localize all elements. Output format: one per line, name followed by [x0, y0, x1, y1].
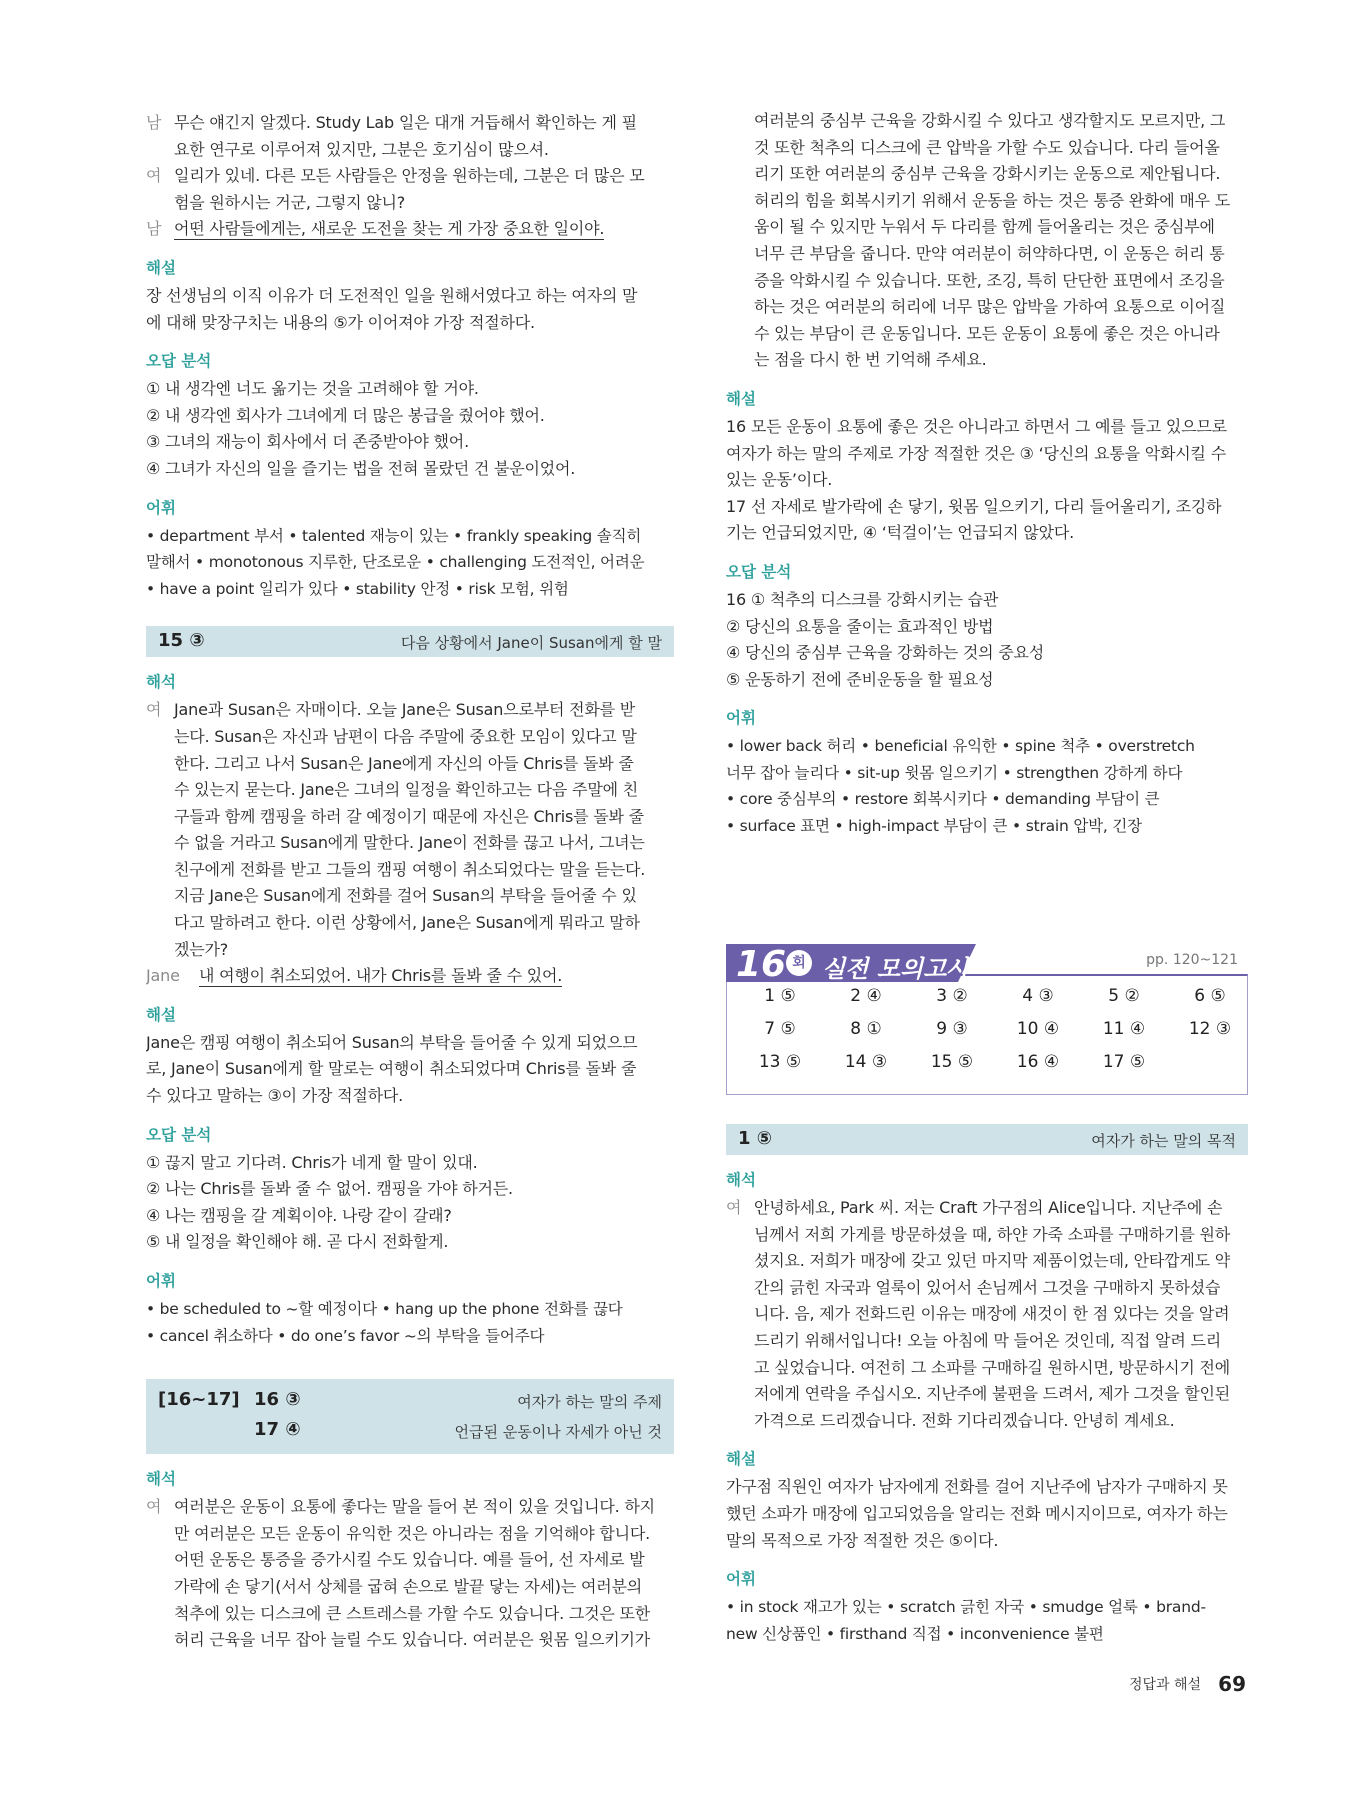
section-heading: 해석 [726, 1171, 756, 1189]
vocab-line: • lower back 허리 • beneficial 유익한 • spine 척추 • overstretch [726, 737, 1195, 756]
text-line: 셨지요. 저희가 매장에 갖고 있던 마지막 제품이었는데, 안타깝게도 약 [754, 1251, 1231, 1271]
question-bar-15 [146, 626, 674, 657]
vocab-line: • core 중심부의 • restore 회복시키다 • demanding 부담이 큰 [726, 790, 1160, 809]
answer-key-box [726, 944, 1248, 1094]
dialog-text: 안녕하세요, Park 씨. 저는 Craft 가구점의 Alice입니다. 지난주에 손 [754, 1198, 1223, 1217]
vocab-line: 말해서 • monotonous 지루한, 단조로운 • challenging 도전적인, 어려운 [146, 553, 645, 572]
question-range: [16~17] [158, 1389, 240, 1411]
question-type: 여자가 하는 말의 주제 [517, 1393, 662, 1412]
dialog-line [146, 137, 674, 164]
answer-cell: 3 ② [936, 986, 968, 1006]
text-line: 말의 목적으로 가장 적절한 것은 ⑤이다. [726, 1530, 999, 1550]
text-line: 증을 악화시킬 수 있습니다. 또한, 조깅, 특히 단단한 표면에서 조깅을 [754, 270, 1225, 290]
text-line: ④ 나는 캠핑을 갈 계획이야. 나랑 같이 갈래? [146, 1205, 452, 1225]
text-line: 니다. 음, 제가 전화드린 이유는 매장에 새것이 한 점 있다는 것을 알려 [754, 1304, 1230, 1324]
text-line: ⑤ 내 일정을 확인해야 해. 곧 다시 전화할게. [146, 1232, 449, 1252]
speaker: 여 [726, 1198, 742, 1217]
dialog-answer-text: 내 여행이 취소되었어. 내가 Chris를 돌봐 줄 수 있어. [199, 966, 563, 986]
dialog-answer-text: 어떤 사람들에게는, 새로운 도전을 찾는 게 가장 중요한 일이야. [174, 219, 605, 239]
right-column [726, 108, 1248, 840]
section-heading: 어휘 [726, 709, 756, 728]
question-number: 1 ⑤ [738, 1128, 773, 1149]
speaker: 여 [146, 166, 162, 186]
question-type: 여자가 하는 말의 목적 [1091, 1132, 1236, 1150]
dialog-text: Jane과 Susan은 자매이다. 오늘 Jane은 Susan으로부터 전화를 받 [174, 700, 636, 720]
text-line: 여러분의 중심부 근육을 강화시킬 수 있다고 생각할지도 모르지만, 그 [754, 111, 1226, 130]
text-line: 한다. 그리고 나서 Susan은 Jane에게 자신의 아들 Chris를 돌봐 줄 [174, 753, 634, 773]
dialog-text: 여러분은 운동이 요통에 좋다는 말을 들어 본 적이 있을 것입니다. 하지 [174, 1497, 655, 1517]
vocab-line: • have a point 일리가 있다 • stability 안정 • risk 모험, 위험 [146, 579, 569, 598]
vocab-line: • cancel 취소하다 • do one’s favor ~의 부탁을 들어주다 [146, 1326, 545, 1345]
text-line: 만 여러분은 모든 운동이 유익한 것은 아니라는 점을 기억해야 합니다. [174, 1523, 651, 1543]
text-line: ① 끊지 말고 기다려. Chris가 네게 할 말이 있대. [146, 1152, 478, 1172]
text-line: 고 싶었습니다. 여전히 그 소파를 구매하길 원하시면, 방문하시기 전에 [754, 1357, 1231, 1377]
text-line: 했던 소파가 매장에 입고되었음을 알리는 전화 메시지이므로, 여자가 하는 [726, 1503, 1228, 1523]
text-line: 구들과 함께 캠핑을 하러 갈 예정이기 때문에 자신은 Chris를 돌봐 줄 [174, 806, 644, 826]
text-line: 가격으로 드리겠습니다. 전화 기다리겠습니다. 안녕히 계세요. [754, 1410, 1175, 1430]
answer-cell: 7 ⑤ [764, 1019, 796, 1039]
section-heading: 해설 [726, 389, 756, 408]
text-line: 16 ① 척추의 디스크를 강화시키는 습관 [726, 589, 999, 609]
dialog-line [146, 963, 674, 990]
right-column-lower [726, 1124, 1248, 1647]
answer-cell: 2 ④ [850, 986, 882, 1006]
text-line: 어떤 운동은 통증을 증가시킬 수도 있습니다. 예를 들어, 선 자세로 발 [174, 1550, 645, 1570]
left-column [146, 110, 674, 1654]
text-line: 간의 긁힌 자국과 얼룩이 있어서 손님께서 그것을 구매하지 못하셨습 [754, 1277, 1221, 1297]
text-line: 님께서 저희 가게를 방문하셨을 때, 하얀 가죽 소파를 구매하기를 원하 [754, 1224, 1231, 1244]
answer-cell: 13 ⑤ [758, 1052, 802, 1072]
question-type: 다음 상황에서 Jane이 Susan에게 할 말 [400, 634, 662, 653]
text-line: 기는 언급되었지만, ④ ‘턱걸이’는 언급되지 않았다. [726, 523, 1074, 543]
section-heading: 오답 분석 [146, 352, 212, 371]
answer-cell: 16 ④ [1016, 1052, 1060, 1072]
dialog-line [146, 190, 674, 217]
section-heading: 어휘 [726, 1570, 756, 1589]
section-heading: 어휘 [146, 1272, 176, 1290]
vocab-line: • be scheduled to ~할 예정이다 • hang up the phone 전화를 끊다 [146, 1300, 623, 1318]
vocab-list [726, 1594, 1248, 1647]
text-line: 것 또한 척추의 디스크에 큰 압박을 가할 수도 있습니다. 다리 들어올 [754, 137, 1220, 157]
text-line: 는다. Susan은 자신과 남편이 다음 주말에 중요한 모임이 있다고 말 [174, 726, 637, 746]
text-line: 겠는가? [174, 939, 229, 959]
dialog-line [726, 1195, 1248, 1222]
page-range: pp. 120~121 [1146, 952, 1238, 968]
dialog-line [146, 110, 674, 137]
test-hoe-badge: 회 [786, 950, 812, 976]
text-line: 수 있는지 묻는다. Jane은 그녀의 일정을 확인하고는 다음 주말에 친 [174, 780, 638, 800]
answer-cell: 9 ③ [936, 1019, 968, 1039]
speaker: 여 [146, 1497, 162, 1517]
text-line: 가구점 직원인 여자가 남자에게 전화를 걸어 지난주에 남자가 구매하지 못 [726, 1477, 1228, 1497]
footer-label: 정답과 해설 [1128, 1677, 1202, 1693]
text-line: 리기 또한 여러분의 중심부 근육을 강화시키는 운동으로 제안됩니다. [754, 164, 1221, 184]
text-line: 다고 말하려고 한다. 이런 상황에서, Jane은 Susan에게 뭐라고 말하 [174, 913, 640, 933]
text-line: 수 있다고 말하는 ③이 가장 적절하다. [146, 1086, 404, 1106]
vocab-list [726, 733, 1248, 839]
answer-cell: 4 ③ [1022, 986, 1054, 1006]
question-bar-1 [726, 1124, 1248, 1155]
vocab-line: • in stock 재고가 있는 • scratch 긁힌 자국 • smudge 얼룩 • brand- [726, 1598, 1206, 1617]
question-bar-16-17 [146, 1379, 674, 1454]
text-line: 장 선생님의 이직 이유가 더 도전적인 일을 원해서였다고 하는 여자의 말 [146, 285, 638, 305]
text-line: ④ 당신의 중심부 근육을 강화하는 것의 중요성 [726, 643, 1045, 663]
question-number: 17 ④ [254, 1419, 301, 1441]
answer-cell: 14 ③ [844, 1052, 888, 1072]
text-line: ④ 그녀가 자신의 일을 즐기는 법을 전혀 몰랐던 건 불운이었어. [146, 458, 576, 478]
vocab-line: new 신상품인 • firsthand 직접 • inconvenience 불편 [726, 1624, 1104, 1643]
text-line: 로, Jane이 Susan에게 할 말로는 여행이 취소되었다며 Chris를 돌봐 줄 [146, 1059, 637, 1079]
vocab-line: • surface 표면 • high-impact 부담이 큰 • strain 압박, 긴장 [726, 817, 1142, 836]
text-line: 허리 근육을 너무 잡아 늘릴 수도 있습니다. 여러분은 윗몸 일으키기가 [174, 1630, 651, 1650]
text-line: 수 있는 부담이 큰 운동입니다. 모든 운동이 요통에 좋은 것은 아니라 [754, 323, 1220, 343]
text-line: 드리기 위해서입니다! 오늘 아침에 막 들어온 것인데, 직접 알려 드리 [754, 1330, 1221, 1350]
vocab-line: • department 부서 • talented 재능이 있는 • frankly speaking 솔직히 [146, 526, 642, 545]
vocab-list [146, 523, 674, 603]
text-line: 지금 Jane은 Susan에게 전화를 걸어 Susan의 부탁을 들어줄 수 있 [174, 886, 637, 906]
text-line: 16 모든 운동이 요통에 좋은 것은 아니라고 하면서 그 예를 들고 있으므로 [726, 416, 1227, 436]
section-heading: 해설 [726, 1450, 756, 1469]
dialog-text: 일리가 있네. 다른 모든 사람들은 안정을 원하는데, 그분은 더 많은 모 [174, 166, 645, 186]
speaker: 여 [146, 700, 162, 720]
text-line: ① 내 생각엔 너도 옮기는 것을 고려해야 할 거야. [146, 379, 479, 399]
text-line: ② 당신의 요통을 줄이는 효과적인 방법 [726, 616, 994, 636]
text-line: Jane은 캠핑 여행이 취소되어 Susan의 부탁을 들어줄 수 있게 되었으므 [146, 1032, 638, 1052]
text-line: ③ 그녀의 재능이 회사에서 더 존중받아야 했어. [146, 432, 469, 452]
section-heading: 오답 분석 [146, 1125, 212, 1144]
answer-cell: 1 ⑤ [764, 986, 796, 1006]
text-line: 17 선 자세로 발가락에 손 닿기, 윗몸 일으키기, 다리 들어올리기, 조깅하 [726, 496, 1222, 516]
answer-cell: 17 ⑤ [1102, 1052, 1146, 1072]
dialog-line [146, 697, 674, 724]
text-line: 움이 될 수 있지만 누워서 두 다리를 함께 들어올리는 것은 중심부에 [754, 217, 1215, 237]
vocab-list [146, 1296, 674, 1349]
dialog-text: 요한 연구로 이루어져 있지만, 그분은 호기심이 많으셔. [174, 139, 549, 159]
section-heading: 오답 분석 [726, 562, 792, 581]
text-line: 허리의 힘을 회복시키기 위해서 운동을 하는 것은 통증 완화에 매우 도 [754, 190, 1231, 210]
dialog-line [146, 1494, 674, 1521]
test-title: 실전 모의고사 [822, 955, 970, 983]
answer-cell: 5 ② [1108, 986, 1140, 1006]
text-line: 있는 운동’이다. [726, 470, 833, 490]
text-line: 수 없을 거라고 Susan에게 말한다. Jane이 전화를 끊고 나서, 그녀는 [174, 833, 645, 853]
text-line: 하는 것은 여러분의 허리에 너무 많은 압박을 가하여 요통으로 이어질 [754, 297, 1226, 317]
vocab-line: 너무 잡아 늘리다 • sit-up 윗몸 일으키기 • strengthen 강하게 하다 [726, 763, 1183, 782]
test-number: 16 [736, 944, 787, 985]
question-number: 15 ③ [158, 630, 205, 652]
dialog-text: 험을 원하시는 거군, 그렇지 않니? [174, 192, 406, 212]
text-line: 가락에 손 닿기(서서 상체를 굽혀 손으로 발끝 닿는 자세)는 여러분의 [174, 1576, 642, 1596]
section-heading: 해설 [146, 258, 176, 277]
text-line: ② 나는 Chris를 돌봐 줄 수 없어. 캠핑을 가야 하거든. [146, 1179, 513, 1199]
answer-cell: 11 ④ [1102, 1019, 1146, 1039]
text-line: 저에게 연락을 주십시오. 지난주에 불편을 드려서, 제가 그것을 할인된 [754, 1384, 1231, 1404]
speaker: Jane [146, 966, 180, 986]
dialog-line [146, 163, 674, 190]
text-line: 친구에게 전화를 받고 그들의 캠핑 여행이 취소되었다는 말을 듣는다. [174, 859, 646, 879]
section-heading: 해석 [146, 673, 176, 692]
page-footer [1129, 1672, 1246, 1696]
speaker: 남 [146, 219, 162, 239]
text-line: 척추에 있는 디스크에 큰 스트레스를 가할 수도 있습니다. 그것은 또한 [174, 1603, 651, 1623]
question-type: 언급된 운동이나 자세가 아닌 것 [454, 1423, 662, 1442]
text-line: 너무 큰 부담을 줍니다. 만약 여러분이 허약하다면, 이 운동은 허리 통 [754, 243, 1225, 263]
dialog-text: 무슨 얘긴지 알겠다. Study Lab 일은 대개 거듭해서 확인하는 게 필 [174, 113, 637, 132]
section-heading: 해설 [146, 1005, 176, 1024]
page-number: 69 [1218, 1672, 1246, 1696]
text-line: 에 대해 맞장구치는 내용의 ⑤가 이어져야 가장 적절하다. [146, 312, 535, 332]
text-line: ⑤ 운동하기 전에 준비운동을 할 필요성 [726, 669, 994, 689]
answer-cell: 10 ④ [1016, 1019, 1060, 1039]
section-heading: 해석 [146, 1470, 176, 1489]
answer-cell: 12 ③ [1188, 1019, 1232, 1039]
text-line: 는 점을 다시 한 번 기억해 주세요. [754, 350, 987, 370]
answer-cell: 8 ① [850, 1019, 882, 1039]
answer-cell: 15 ⑤ [930, 1052, 974, 1072]
answer-cell: 6 ⑤ [1194, 986, 1226, 1006]
dialog-line [146, 216, 674, 243]
speaker: 남 [146, 113, 162, 132]
dialog-top [146, 110, 674, 243]
section-heading: 어휘 [146, 498, 176, 517]
text-line: 여자가 하는 말의 주제로 가장 적절한 것은 ③ ‘당신의 요통을 악화시킬 수 [726, 443, 1226, 463]
text-line: ② 내 생각엔 회사가 그녀에게 더 많은 봉급을 줬어야 했어. [146, 405, 545, 425]
question-number: 16 ③ [254, 1389, 301, 1411]
